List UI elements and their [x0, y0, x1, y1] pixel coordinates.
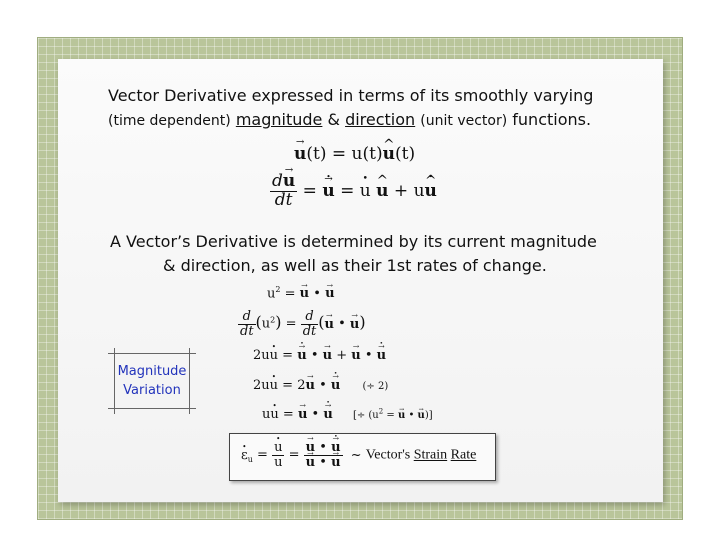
equation-vector-derivative: $\frac{d\to u}{dt}$ = → u • = u • ^ u + u^ u •: [270, 173, 437, 210]
heading-functions: functions.: [512, 110, 592, 129]
magnitude-label: Magnitude: [117, 364, 187, 379]
heading-ampersand: &: [327, 110, 340, 129]
derivation-row-5: uu • = → u • → u • [÷ ($u^2$ = → u • → u)]: [262, 407, 433, 422]
derivation-row-1: $u^2$ = → u • → u: [267, 285, 335, 301]
heading-line-1: Vector Derivative expressed in terms of its smoothly varying: [108, 86, 594, 105]
heading-time-dependent: (time dependent): [108, 113, 231, 129]
strain-rate-equation: ε $•_u$ = $\frac{u •}{u}$ = → u • → u • → u • → u ~ Vector's Strain Rate: [241, 441, 476, 469]
heading-line-2: [108, 110, 591, 129]
strain-rate-label: Vector's Strain Rate: [365, 447, 477, 463]
derivation-row-2: $\frac{d}{dt}$ $(u^2)$ = $\frac{d}{dt}$ (→ u • → u): [238, 310, 366, 338]
unit-vector-u-symbol: ^ u: [383, 144, 395, 164]
vector-u-symbol: → u: [294, 144, 306, 164]
paragraph-line-2: & direction, as well as their 1st rates of change.: [163, 256, 547, 275]
equation-vector-decomposition: → u(t) = u(t)^ u(t): [294, 144, 415, 164]
variation-label: Variation: [123, 383, 181, 398]
paragraph-line-1: A Vector’s Derivative is determined by its current magnitude: [110, 232, 597, 251]
derivation-row-3: 2uu • = → u • • → u + → u • → u •: [253, 348, 386, 363]
divide-by-two-note: (÷ 2): [362, 381, 389, 392]
derivation-row-4: 2uu • = 2→ u • → u • (÷ 2): [253, 378, 388, 393]
heading-unit-vector: (unit vector): [420, 113, 508, 129]
magnitude-variation-box: [108, 353, 196, 409]
heading-direction: direction: [345, 110, 416, 129]
heading-magnitude: magnitude: [235, 110, 323, 129]
divide-note: [÷ ($u^2$ = → u • → u)]: [353, 410, 433, 421]
